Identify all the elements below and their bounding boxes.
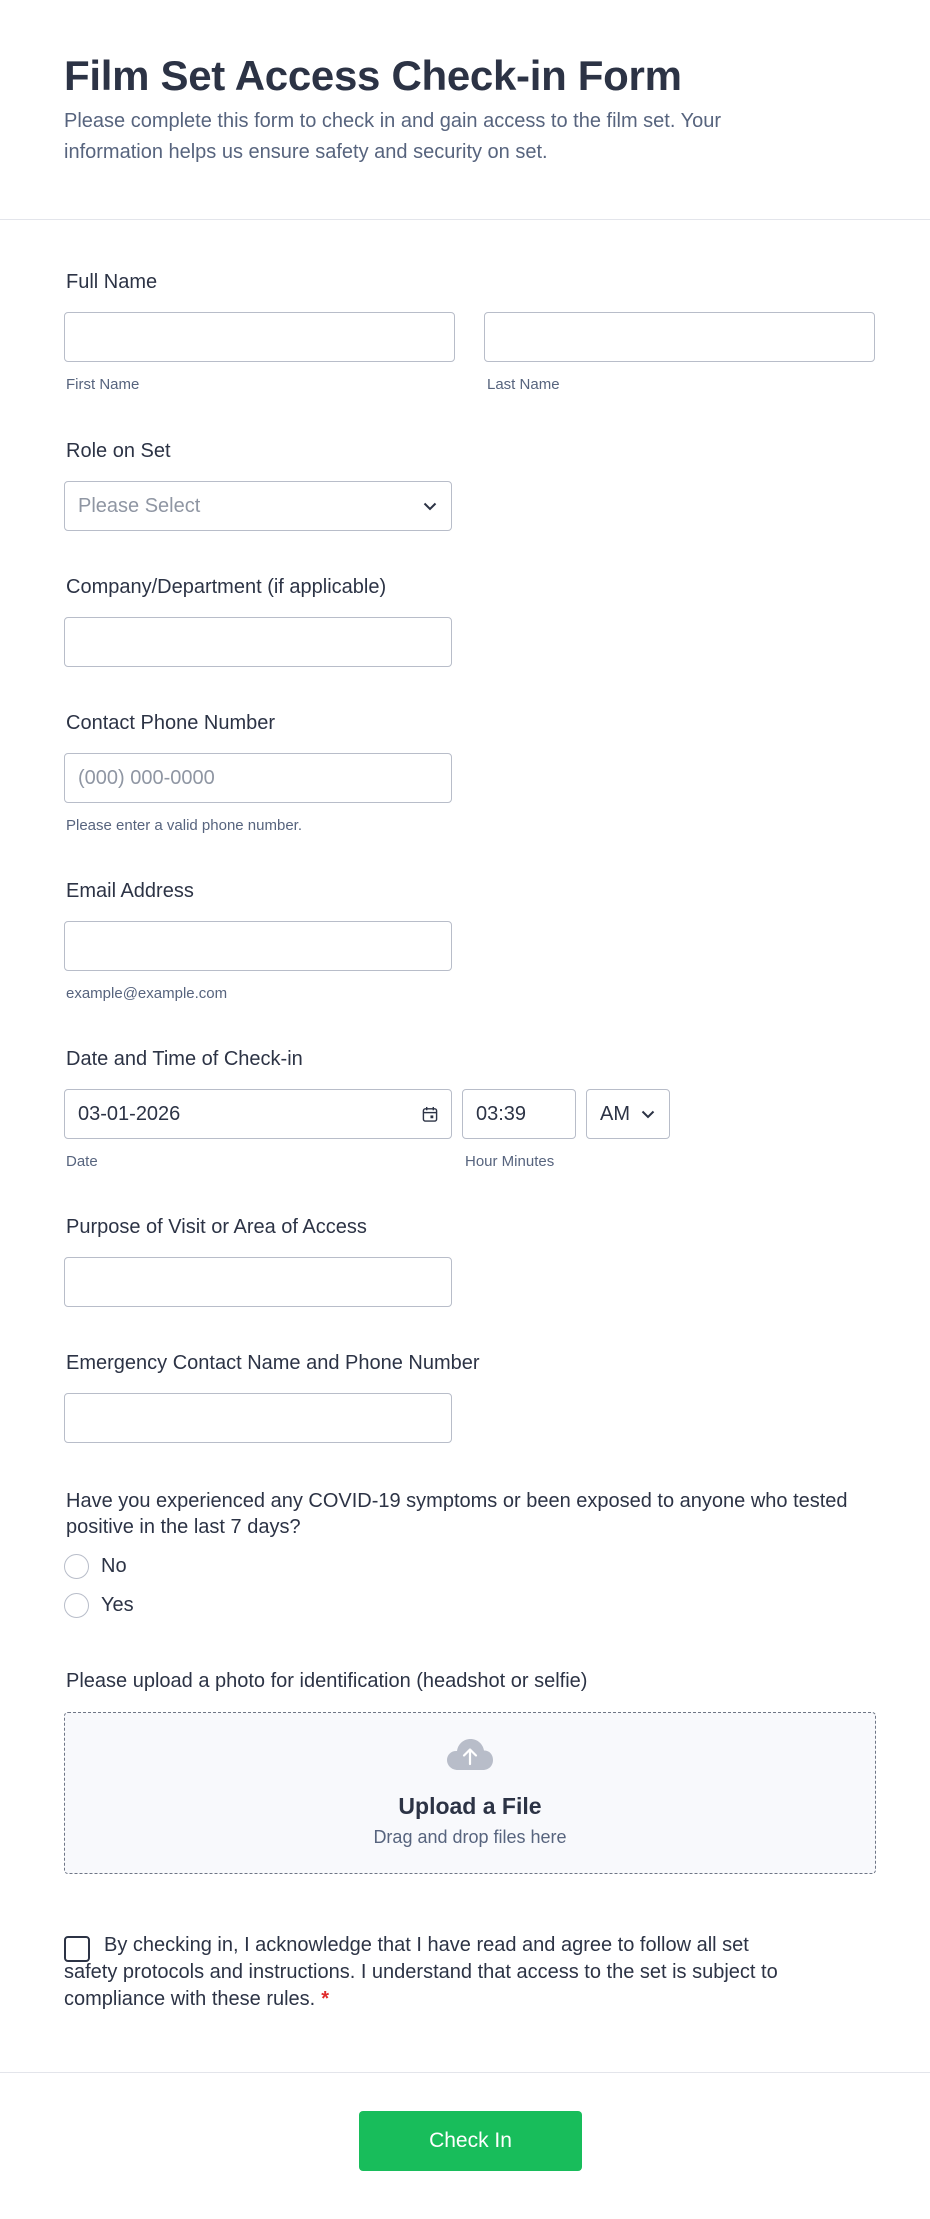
form-description: Please complete this form to check in and gain access to the film set. Your information helps us ensure safety and security on set. xyxy=(64,110,722,163)
page-title: Film Set Access Check-in Form xyxy=(64,52,682,99)
email-label: Email Address xyxy=(66,880,194,902)
company-input[interactable] xyxy=(64,617,452,667)
purpose-input[interactable] xyxy=(64,1257,452,1307)
radio-button[interactable] xyxy=(64,1593,89,1618)
ampm-value: AM xyxy=(600,1102,630,1125)
role-select-value: Please Select xyxy=(78,494,201,517)
calendar-icon[interactable] xyxy=(422,1106,438,1122)
date-sublabel: Date xyxy=(66,1153,98,1170)
ampm-select[interactable] xyxy=(586,1089,670,1139)
time-sublabel: Hour Minutes xyxy=(465,1153,555,1170)
photo-label: Please upload a photo for identification (headshot or selfie) xyxy=(66,1670,588,1692)
file-upload-dropzone[interactable] xyxy=(64,1712,876,1874)
time-input[interactable] xyxy=(462,1089,576,1139)
role-label: Role on Set xyxy=(66,440,171,462)
time-value: 03:39 xyxy=(476,1102,527,1125)
role-select[interactable] xyxy=(64,481,452,531)
form-header xyxy=(0,0,930,220)
chevron-down-icon xyxy=(422,498,438,514)
agreement-label xyxy=(64,1932,784,2013)
first-name-sublabel: First Name xyxy=(66,376,140,393)
full-name-label: Full Name xyxy=(66,271,158,293)
cloud-upload-icon xyxy=(446,1737,494,1776)
emergency-label: Emergency Contact Name and Phone Number xyxy=(66,1352,480,1374)
radio-label-no: No xyxy=(101,1555,127,1577)
date-value: 03-01-2026 xyxy=(78,1102,181,1125)
radio-button[interactable] xyxy=(64,1554,89,1579)
checkin-label: Date and Time of Check-in xyxy=(66,1048,303,1070)
phone-hint: Please enter a valid phone number. xyxy=(66,817,302,834)
phone-label: Contact Phone Number xyxy=(66,712,276,734)
check-in-button[interactable]: Check In xyxy=(359,2111,582,2171)
radio-label-yes: Yes xyxy=(101,1594,134,1616)
email-hint: example@example.com xyxy=(66,985,228,1002)
upload-title: Upload a File xyxy=(398,1793,542,1819)
radio-option-yes[interactable] xyxy=(64,1593,134,1618)
first-name-input[interactable] xyxy=(64,312,455,362)
last-name-sublabel: Last Name xyxy=(487,376,560,393)
radio-option-no[interactable] xyxy=(64,1554,127,1579)
date-input[interactable] xyxy=(64,1089,452,1139)
purpose-label: Purpose of Visit or Area of Access xyxy=(66,1216,367,1238)
chevron-down-icon xyxy=(640,1106,656,1122)
covid-question: Have you experienced any COVID-19 symptoms or been exposed to anyone who tested positive in the last 7 days? xyxy=(66,1490,848,1538)
last-name-input[interactable] xyxy=(484,312,875,362)
email-input[interactable] xyxy=(64,921,452,971)
upload-subtitle: Drag and drop files here xyxy=(373,1827,567,1847)
emergency-input[interactable] xyxy=(64,1393,452,1443)
required-mark: * xyxy=(321,1988,330,2010)
agreement-text: By checking in, I acknowledge that I have read and agree to follow all set safety protocols and instructions. I understand that access to the set is subject to compliance with these rules. xyxy=(64,1934,778,2010)
company-label: Company/Department (if applicable) xyxy=(66,576,387,598)
phone-input[interactable] xyxy=(64,753,452,803)
